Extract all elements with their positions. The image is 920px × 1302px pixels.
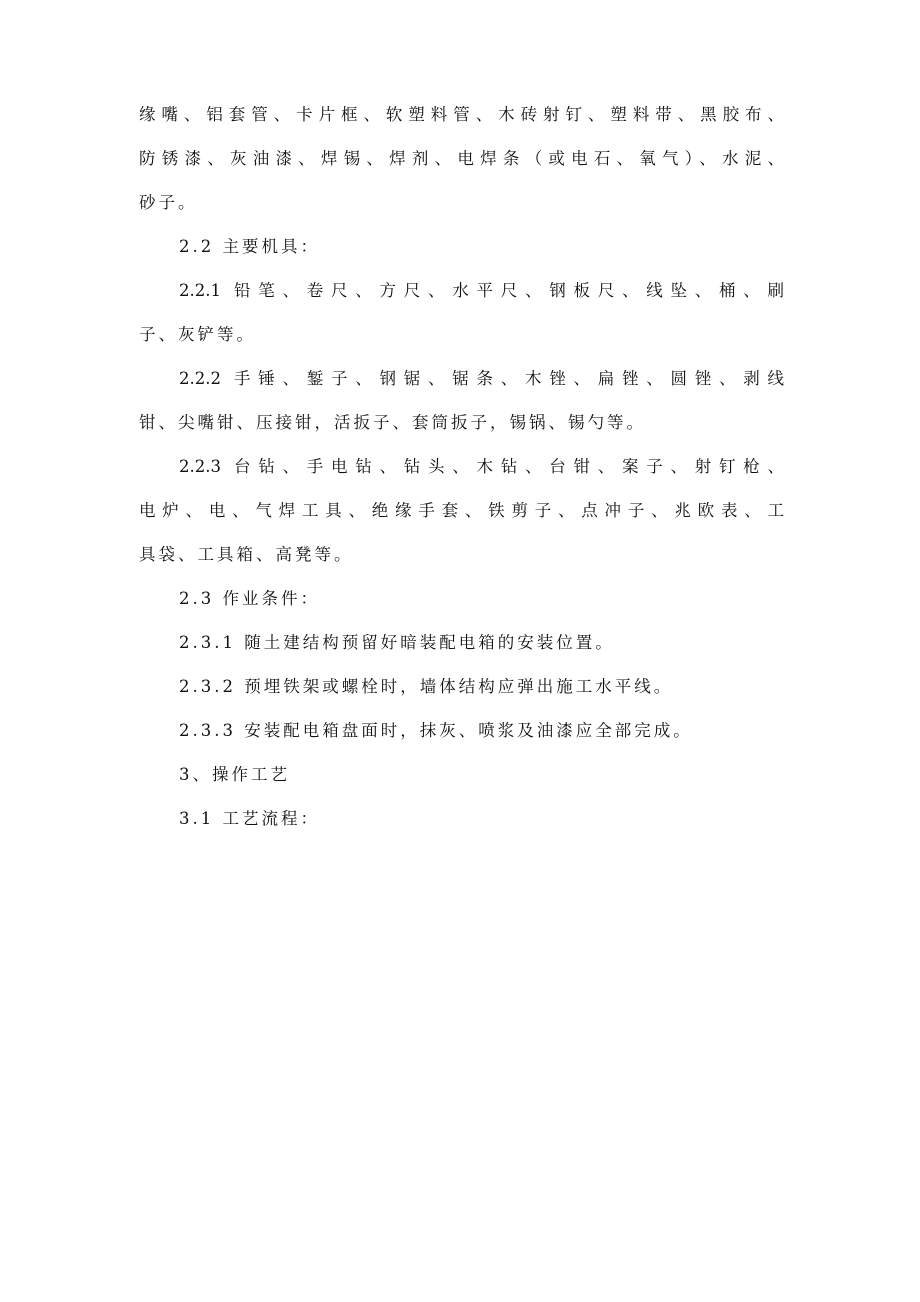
section-heading-2-2: 2.2 主要机具：	[179, 237, 320, 256]
paragraph-line-2-2-3-b: 电炉、电、气焊工具、绝缘手套、铁剪子、点冲子、兆欧表、工	[139, 501, 784, 520]
paragraph-line-materials-3: 砂子。	[139, 193, 198, 212]
paragraph-line-2-3-1: 2.3.1 随土建结构预留好暗装配电箱的安装位置。	[179, 633, 615, 652]
document-body	[139, 104, 784, 852]
paragraph-line-2-3-3: 2.3.3 安装配电箱盘面时，抹灰、喷浆及油漆应全部完成。	[179, 721, 693, 740]
section-heading-2-3: 2.3 作业条件：	[179, 589, 320, 608]
paragraph-line-materials-1: 缘嘴、铝套管、卡片框、软塑料管、木砖射钉、塑料带、黑胶布、	[139, 105, 784, 124]
paragraph-line-2-2-2-b: 钳、尖嘴钳、压接钳，活扳子、套筒扳子，锡锅、锡勺等。	[139, 413, 646, 432]
paragraph-line-2-2-1-a: 2.2.1 铅笔、卷尺、方尺、水平尺、钢板尺、线坠、桶、刷	[179, 281, 784, 300]
section-heading-3: 3、操作工艺	[179, 765, 290, 784]
section-heading-3-1: 3.1 工艺流程：	[179, 809, 320, 828]
paragraph-line-materials-2: 防锈漆、灰油漆、焊锡、焊剂、电焊条（或电石、氧气）、水泥、	[139, 149, 784, 168]
paragraph-line-2-2-1-b: 子、灰铲等。	[139, 325, 256, 344]
paragraph-line-2-2-3-a: 2.2.3 台钻、手电钻、钻头、木钻、台钳、案子、射钉枪、	[179, 457, 784, 476]
paragraph-line-2-2-2-a: 2.2.2 手锤、錾子、钢锯、锯条、木锉、扁锉、圆锉、剥线	[179, 369, 784, 388]
paragraph-line-2-2-3-c: 具袋、工具箱、高凳等。	[139, 545, 354, 564]
paragraph-line-2-3-2: 2.3.2 预埋铁架或螺栓时，墙体结构应弹出施工水平线。	[179, 677, 674, 696]
